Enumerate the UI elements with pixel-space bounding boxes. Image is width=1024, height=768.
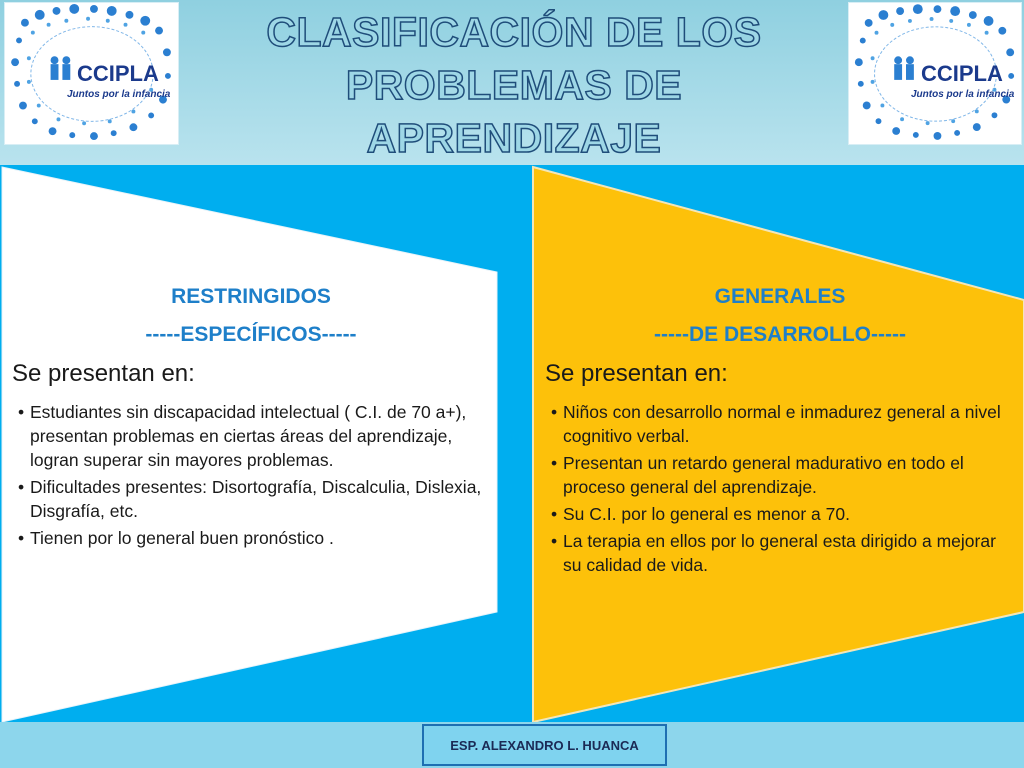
left-heading-1: RESTRINGIDOS [171,285,331,308]
list-item: • Su C.I. por lo general es menor a 70. [545,502,1015,526]
author-label: ESP. ALEXANDRO L. HUANCA [422,724,667,766]
right-panel [545,278,1015,580]
logo-name: CCIPLA [77,61,159,86]
list-item: • Estudiantes sin discapacidad intelectual ( C.I. de 70 a+), presentan problemas en ciertas áreas del aprendizaje, logran superar sin mayores problemas. [12,400,490,472]
left-panel [12,278,490,553]
right-heading-2: -----DE DESARROLLO----- [654,323,906,346]
right-bullet-list [545,400,1015,577]
logo-tagline: Juntos por la infancia [911,89,1015,100]
left-heading-2: -----ESPECÍFICOS----- [145,323,357,346]
list-item: • Dificultades presentes: Disortografía, Discalculia, Dislexia, Disgrafía, etc. [12,475,490,523]
title-line-3: APRENDIZAJE [366,115,662,161]
left-intro: Se presentan en: [12,360,195,387]
title-line-2: PROBLEMAS DE [345,62,683,108]
right-heading-1: GENERALES [714,285,846,308]
list-item: • Presentan un retardo general madurativo en todo el proceso general del aprendizaje. [545,451,1015,499]
list-item: • La terapia en ellos por lo general esta dirigido a mejorar su calidad de vida. [545,529,1015,577]
logo-tagline: Juntos por la infancia [67,89,171,100]
list-item: • Niños con desarrollo normal e inmadurez general a nivel cognitivo verbal. [545,400,1015,448]
left-bullet-list [12,400,490,550]
right-intro: Se presentan en: [545,360,728,387]
title-line-1: CLASIFICACIÓN DE LOS [266,9,762,55]
list-item: • Tienen por lo general buen pronóstico . [12,526,490,550]
logo-name: CCIPLA [921,61,1003,86]
